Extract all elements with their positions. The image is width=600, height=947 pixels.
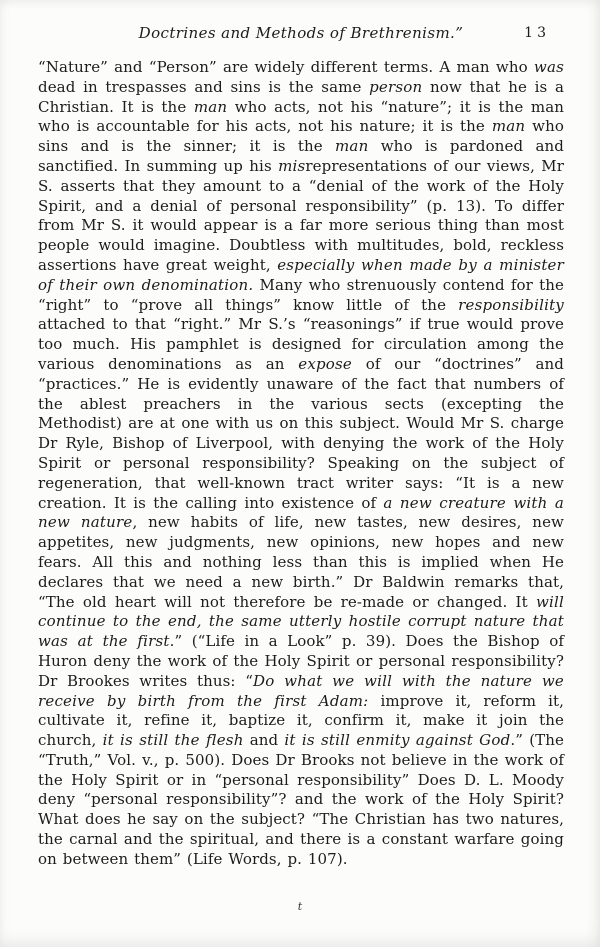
running-header: [38, 24, 564, 42]
body-text-run: who acts, not his “nature”; it is the man who is accountable for his acts, not his nature; it is the: [38, 97, 564, 136]
body-text-run: who is pardoned and sanctified. In summing up his: [38, 137, 564, 175]
body-text-run: improve it, reform it, cultivate it, refine it, baptize it, confirm it, make it join the church,: [38, 691, 564, 750]
body-text-run: who sins and is the sinner; it is the: [38, 117, 565, 156]
body-text-italic-run: was: [533, 58, 564, 76]
page-number: 13: [524, 25, 550, 41]
body-text-italic-run: responsibility: [458, 295, 564, 314]
body-paragraph: [38, 58, 564, 870]
body-text-italic-run: it is still enmity against God: [284, 731, 511, 750]
footer-mark: t: [297, 900, 303, 913]
body-text-italic-run: will continue to the end, the same utterly hostile corrupt nature that was at the first: [38, 592, 564, 651]
body-text-italic-run: mis: [278, 156, 306, 175]
body-text-run: representations of our views, Mr S. asserts that they amount to a “denial of the work of the Holy Spirit, and a denial of personal responsibility” (p. 13). To differ from Mr S. it would appear is a far more serious thing than most people would imagine. Doubtless with multitudes, bold, reckless assertions have great weight,: [38, 156, 564, 274]
body-text-run: of our “doctrines” and “practices.” He is evidently unaware of the fact that numbers of the ablest preachers in the various sects (excepting the Methodist) are at one with us on this subject. Would Mr S. charge Dr Ryle, Bishop of Liverpool, with denying the work of the Holy Spirit or personal responsibility? Speaking on the subject of regeneration, that well-known tract writer says: “It is a new creation. It is the calling into existence of: [38, 354, 564, 512]
body-text-italic-run: man: [193, 97, 228, 116]
body-text-run: dead in trespasses and sins is the same: [38, 77, 370, 96]
body-text-italic-run: a new creature with a new nature: [38, 493, 564, 532]
body-text-italic-run: man: [491, 117, 526, 136]
body-text-italic-run: man: [335, 137, 369, 156]
body-text-run: .” (“Life in a Look” p. 39). Does the Bishop of Huron deny the work of the Holy Spirit or personal responsibility? Dr Brookes writes thus: “: [38, 632, 565, 690]
body-text-italic-run: it is still the flesh: [102, 731, 244, 750]
body-text-italic-run: person: [369, 77, 423, 96]
body-text-italic-run: expose: [298, 354, 353, 373]
body-text-run: now that he is a Christian. It is the: [38, 77, 564, 116]
header-title: Doctrines and Methods of Brethrenism.”: [138, 24, 464, 42]
body-text-run: attached to that “right.” Mr S.’s “reasonings” if true would prove too much. His pamphlet is designed for circulation among the various denominations as an: [38, 315, 564, 373]
body-text-run: Many who strenuously contend for the “right” to “prove all things” know little of the: [38, 275, 565, 314]
body-text-run: , new habits of life, new tastes, new desires, new appetites, new judgments, new opinions, new hopes and new fears. All this and nothing less than this is implied when He declares that we need a new birth.” Dr Baldwin remarks that, “The old heart will not therefore be re-made or changed. It: [38, 513, 564, 611]
body-text-run: and: [243, 731, 285, 750]
body-text-run: “Nature” and “Person” are widely different terms. A man who: [38, 58, 534, 76]
body-text-italic-run: Do what we will with the nature we receive by birth from the first Adam:: [38, 671, 564, 710]
body-text-italic-run: especially when made by a minister of their own denomination.: [38, 255, 564, 294]
body-text-run: .” (The “Truth,” Vol. v., p. 500). Does Dr Brooks not believe in the work of the Holy Spirit or in “personal responsibility” Does D. L. Moody deny “personal responsibility”? and the work of the Holy Spirit? What does he say on the subject? “The Christian has two natures, the carnal and the spiritual, and there is a constant warfare going on between them” (Life Words, p. 107).: [38, 731, 564, 868]
